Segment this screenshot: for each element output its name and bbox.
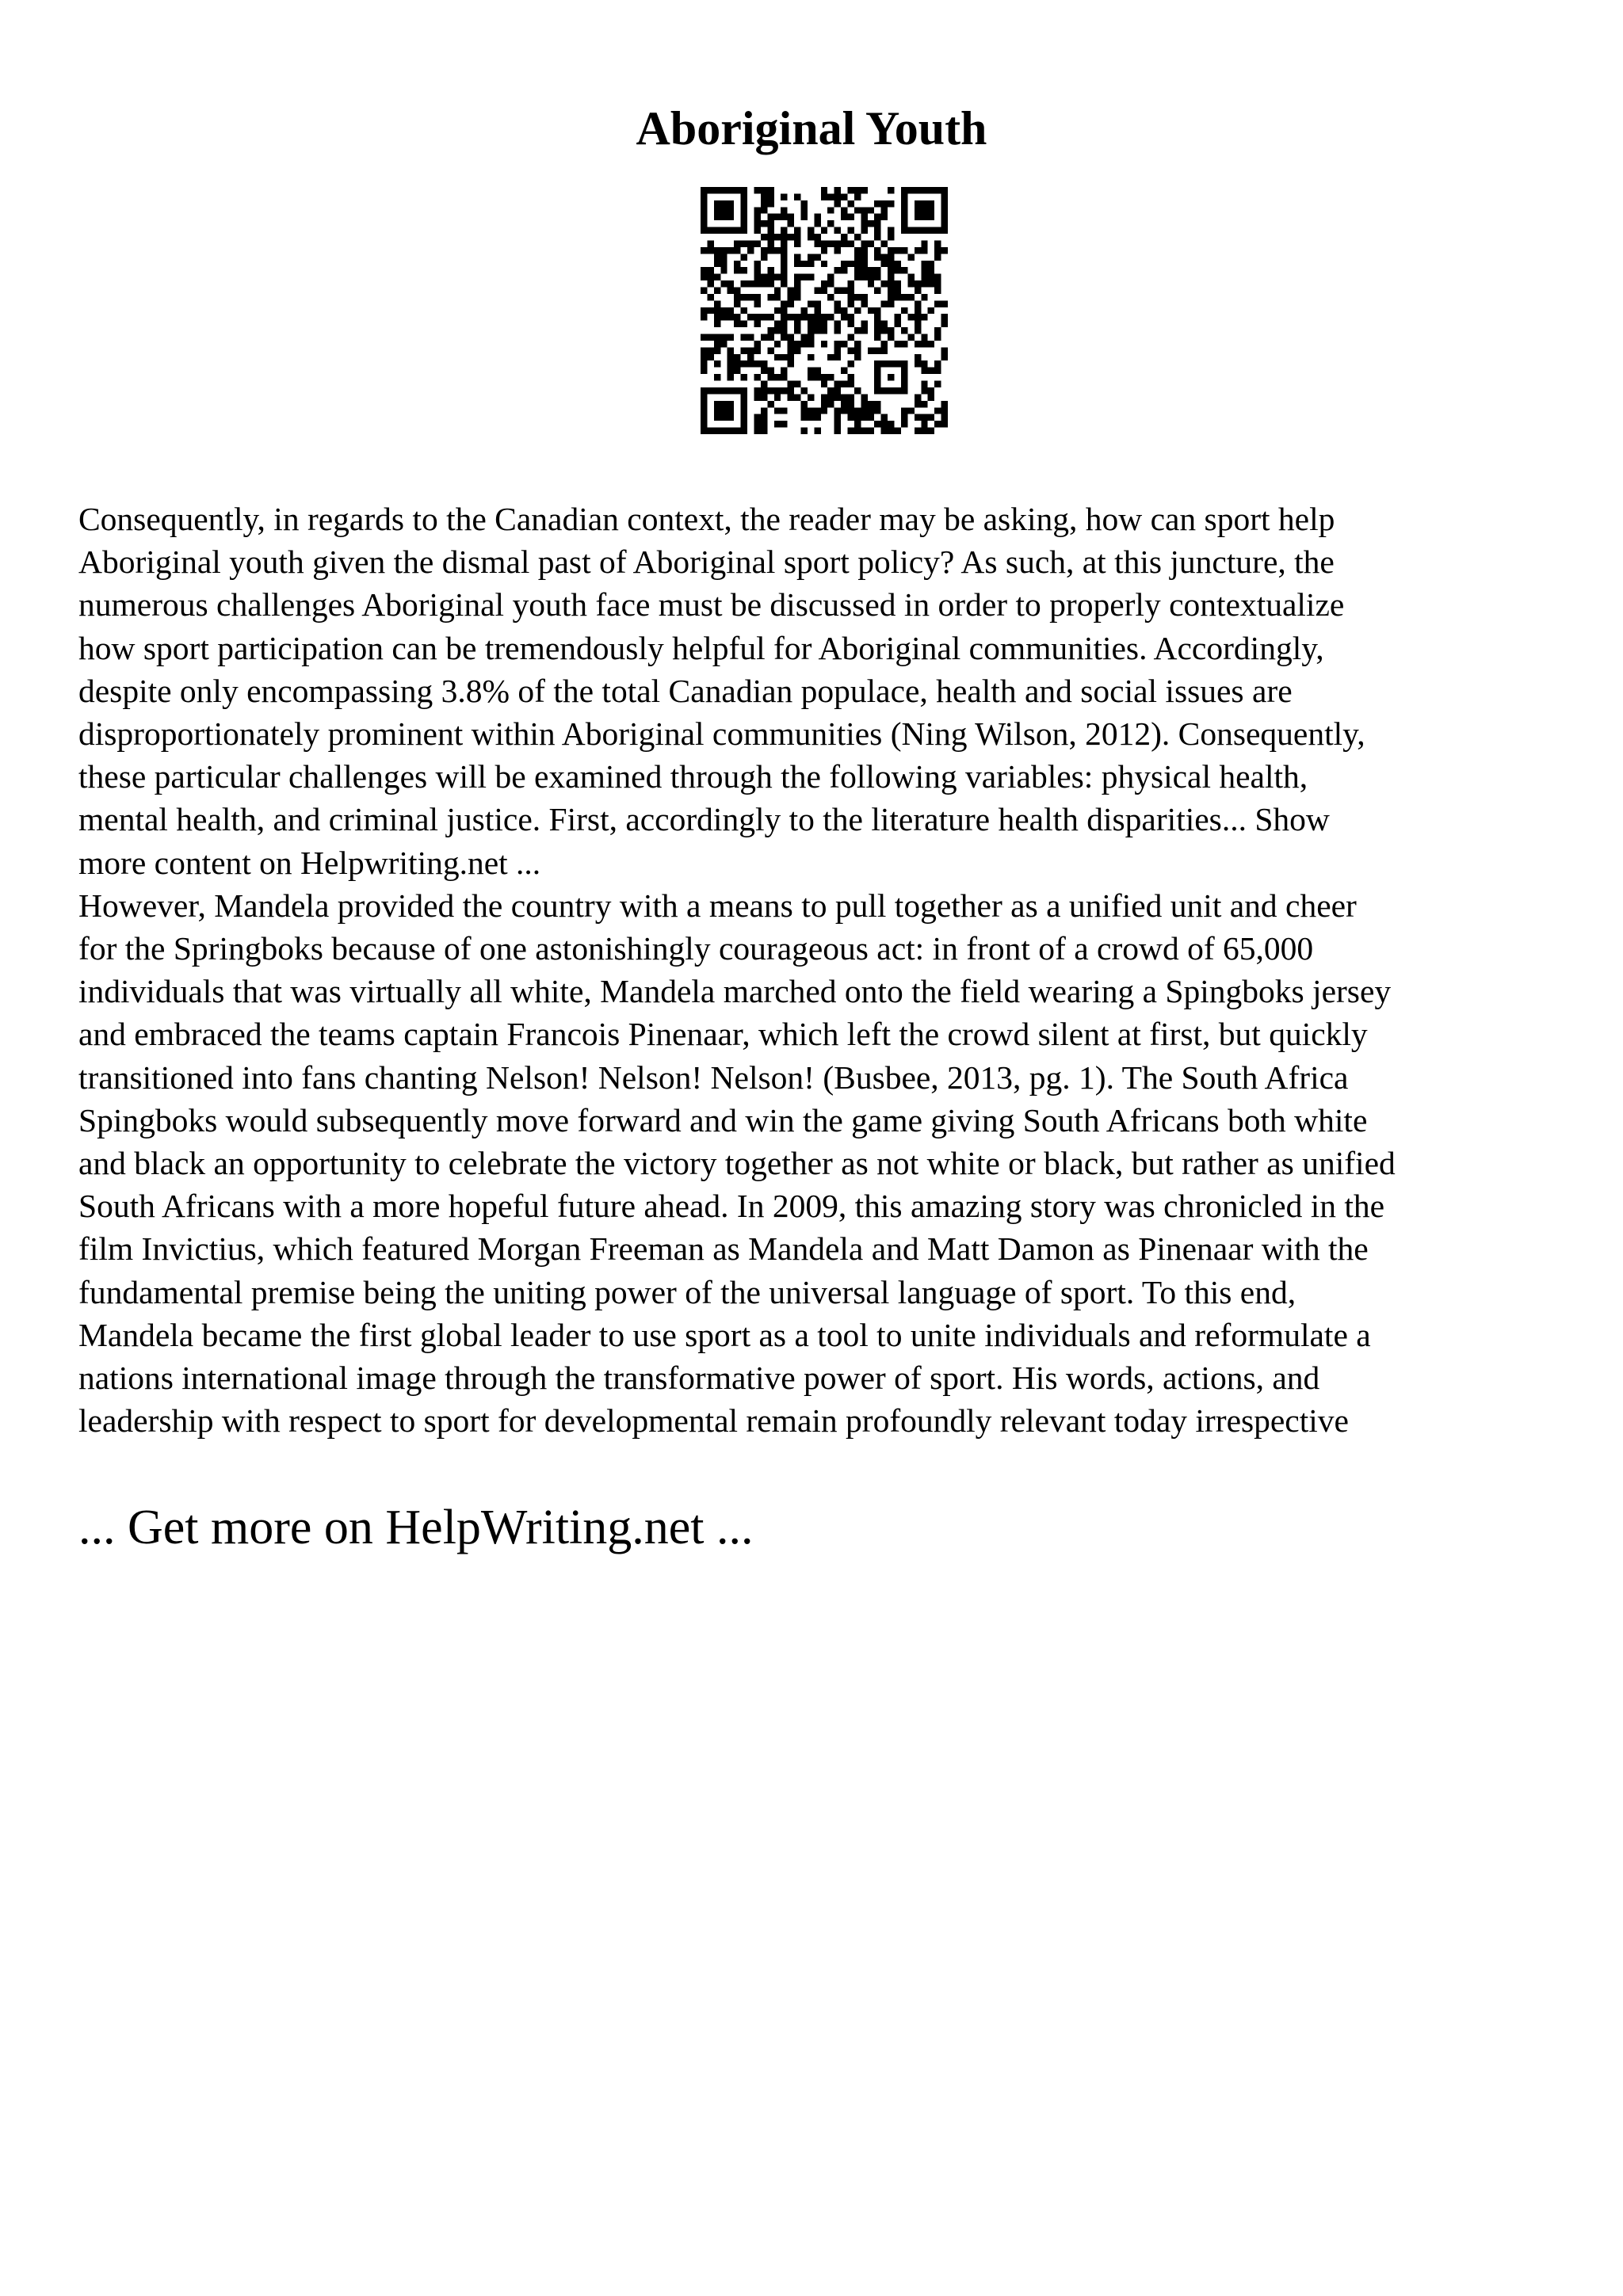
body-text-line: and black an opportunity to celebrate the victory together as not white or black, but rather as unified xyxy=(78,1145,1396,1182)
body-text-line: Spingboks would subsequently move forward and win the game giving South Africans both white xyxy=(78,1101,1368,1138)
body-text-line: South Africans with a more hopeful future ahead. In 2009, this amazing story was chronicled in the xyxy=(78,1188,1385,1225)
qr-code-icon xyxy=(701,187,948,434)
body-text-line: fundamental premise being the uniting power of the universal language of sport. To this end, xyxy=(78,1273,1296,1310)
body-text-line: mental health, and criminal justice. First, accordingly to the literature health disparities... Show xyxy=(78,801,1330,838)
body-text-line: more content on Helpwriting.net ... xyxy=(78,844,541,881)
body-text-line: despite only encompassing 3.8% of the total Canadian populace, health and social issues are xyxy=(78,672,1293,709)
body-text-line: disproportionately prominent within Aboriginal communities (Ning Wilson, 2012). Consequently, xyxy=(78,715,1365,753)
body-text-line: and embraced the teams captain Francois Pinenaar, which left the crowd silent at first, but quickly xyxy=(78,1016,1368,1053)
body-text-line: for the Springboks because of one astonishingly courageous act: in front of a crowd of 65,000 xyxy=(78,930,1314,967)
body-text-line: how sport participation can be tremendously helpful for Aboriginal communities. Accordingly, xyxy=(78,629,1324,666)
body-text-line: these particular challenges will be examined through the following variables: physical health, xyxy=(78,758,1308,795)
body-text-line: individuals that was virtually all white, Mandela marched onto the field wearing a Spingboks jersey xyxy=(78,973,1392,1010)
body-text-line: leadership with respect to sport for developmental remain profoundly relevant today irrespective xyxy=(78,1402,1349,1440)
body-text-line: numerous challenges Aboriginal youth face must be discussed in order to properly contextualize xyxy=(78,586,1345,624)
body-text xyxy=(78,498,1584,1442)
body-text-line: Consequently, in regards to the Canadian context, the reader may be asking, how can sport help xyxy=(78,501,1335,537)
get-more-link[interactable]: ... Get more on HelpWriting.net ... xyxy=(78,1501,754,1554)
body-text-line: film Invictius, which featured Morgan Freeman as Mandela and Matt Damon as Pinenaar with the xyxy=(78,1230,1369,1268)
body-text-line: However, Mandela provided the country with a means to pull together as a unified unit and cheer xyxy=(78,887,1357,924)
body-text-line: nations international image through the transformative power of sport. His words, actions, and xyxy=(78,1360,1320,1397)
body-text-line: Aboriginal youth given the dismal past of Aboriginal sport policy? As such, at this juncture, the xyxy=(78,543,1335,581)
body-text-line: transitioned into fans chanting Nelson! Nelson! Nelson! (Busbee, 2013, pg. 1). The South Africa xyxy=(78,1058,1349,1096)
body-text-line: Mandela became the first global leader to use sport as a tool to unite individuals and reformulate a xyxy=(78,1316,1371,1353)
page-title: Aboriginal Youth xyxy=(636,102,987,154)
